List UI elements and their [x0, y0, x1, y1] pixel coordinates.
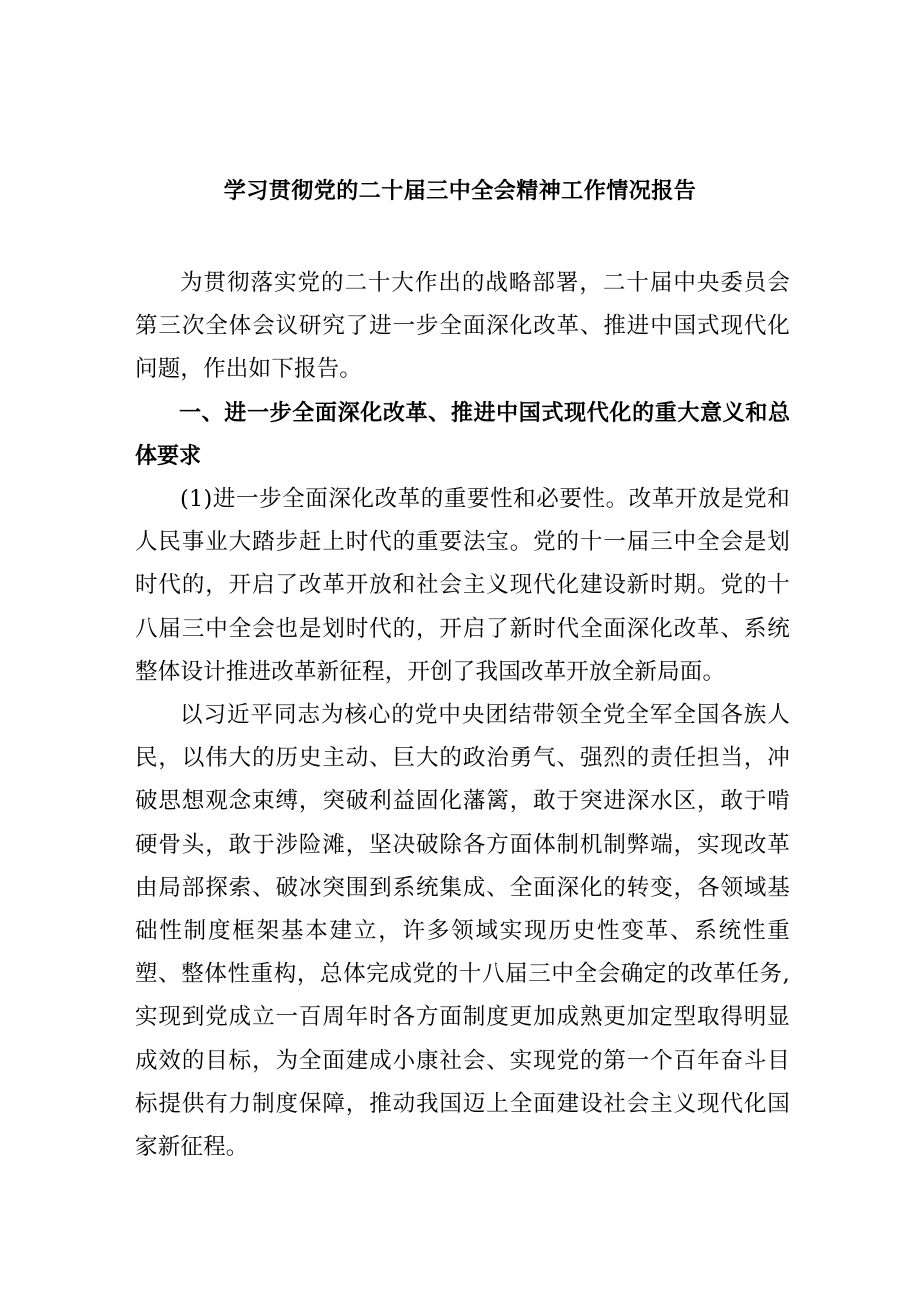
intro-paragraph: 为贯彻落实党的二十大作出的战略部署，二十届中央委员会第三次全体会议研究了进一步全面深化改革、推进中国式现代化问题，作出如下报告。 — [135, 270, 790, 383]
document-title: 学习贯彻党的二十届三中全会精神工作情况报告 — [223, 179, 697, 204]
body-paragraph-1: (1)进一步全面深化改革的重要性和必要性。改革开放是党和人民事业大踏步赶上时代的重要法宝。党的十一届三中全会是划时代的，开启了改革开放和社会主义现代化建设新时期。党的十八届三中全会也是划时代的，开启了新时代全面深化改革、系统整体设计推进改革新征程，开创了我国改革开放全新局面。 — [135, 486, 790, 685]
body-paragraph-2: 以习近平同志为核心的党中央团结带领全党全军全国各族人民，以伟大的历史主动、巨大的政治勇气、强烈的责任担当，冲破思想观念束缚，突破利益固化藩篱，敢于突进深水区，敢于啃硬骨头，敢于涉险滩，坚决破除各方面体制机制弊端，实现改革由局部探索、破冰突围到系统集成、全面深化的转变，各领域基础性制度框架基本建立，许多领域实现历史性变革、系统性重塑、整体性重构，总体完成党的十八届三中全会确定的改革任务,实现到党成立一百周年时各方面制度更加成熟更加定型取得明显成效的目标，为全面建成小康社会、实现党的第一个百年奋斗目标提供有力制度保障，推动我国迈上全面建设社会主义现代化国家新征程。 — [135, 702, 790, 1161]
document-body — [135, 262, 790, 1169]
section-heading: 一、进一步全面深化改革、推进中国式现代化的重大意义和总体要求 — [135, 400, 790, 469]
